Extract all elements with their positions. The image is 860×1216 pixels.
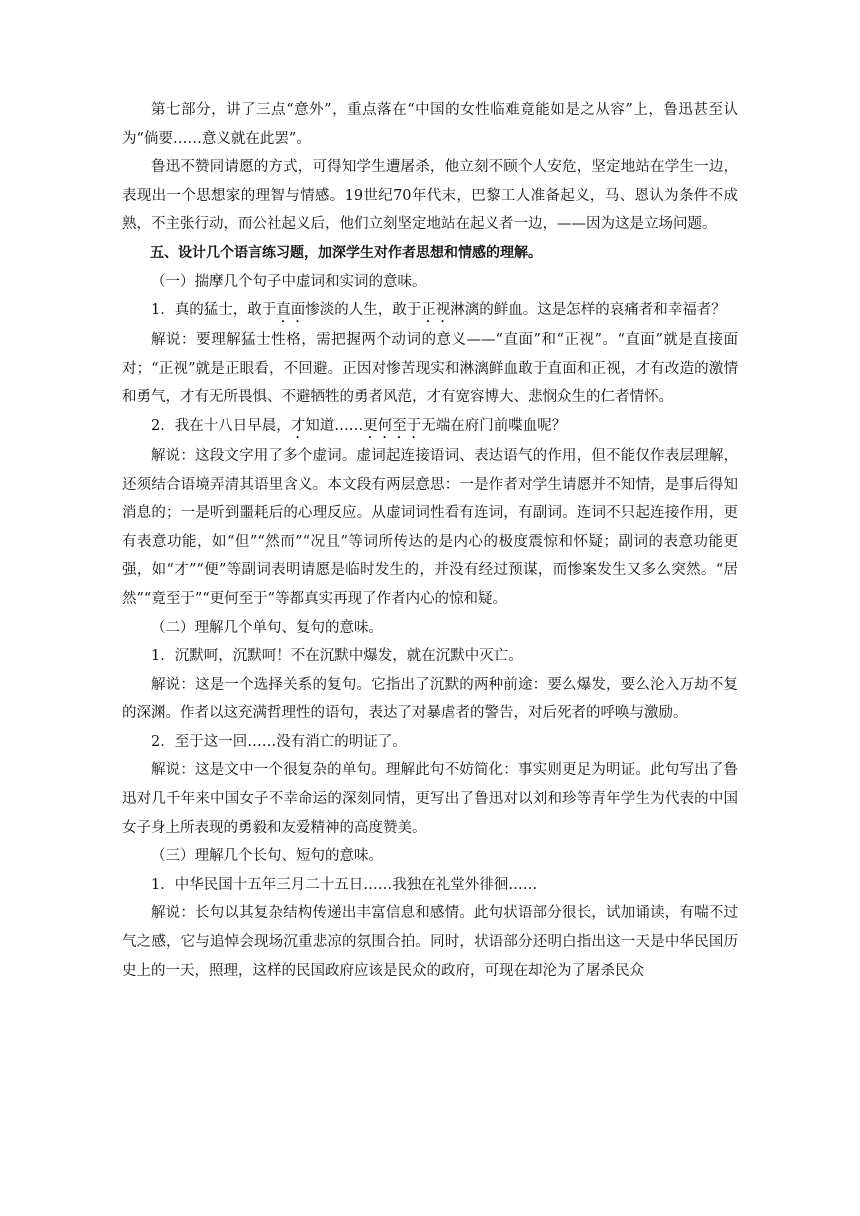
paragraph: 鲁迅不赞同请愿的方式，可得知学生遭屠杀，他立刻不顾个人安危，坚定地站在学生一边，表现出一个思想家的理智与情感。19世纪70年代末，巴黎工人准备起义，马、恩认为条件不成熟，不主张行动，而公社起义后，他们立刻坚定地站在起义者一边，——因为这是立场问题。 [122,159,738,233]
question-text: 1．真的猛士，敢于 [151,302,277,319]
emphasized-word: 正视 [421,302,451,319]
explanation: 解说：要理解猛士性格，需把握两个动词的意义——“直面”和“正视”。“直面”就是直接面对；“正视”就是正眼看，不回避。正因对惨苦现实和淋漓鲜血敢于直面和正视，才有改造的激情和勇气，才有无所畏惧、不避牺牲的勇者风范，才有宽容博大、悲悯众生的仁者情怀。 [122,332,738,406]
paragraph: 第七部分，讲了三点“意外”，重点落在“中国的女性临难竟能如是之从容”上，鲁迅甚至认为“倘要……意义就在此罢”。 [122,102,738,147]
emphasized-word: 才 [290,417,306,434]
section-heading: 五、设计几个语言练习题，加深学生对作者思想和情感的理解。 [150,244,542,261]
emphasized-word: 直面 [276,302,306,319]
question-text: 知道…… [305,417,364,434]
subsection-heading: （一）揣摩几个句子中虚词和实词的意味。 [151,273,427,290]
question-2 [122,412,738,442]
question-1 [122,296,738,326]
question-text: 1．中华民国十五年三月二十五日……我独在礼堂外徘徊…… [151,876,538,893]
explanation: 解说：这是文中一个很复杂的单句。理解此句不妨简化：事实则更足为明证。此句写出了鲁迅对几千年来中国女子不幸命运的深刻同情，更写出了鲁迅对以刘和珍等青年学生为代表的中国女子身上所表现的勇毅和友爱精神的高度赞美。 [122,762,738,836]
explanation: 解说：这是一个选择关系的复句。它指出了沉默的两种前途：要么爆发，要么沦入万劫不复的深渊。作者以这充满哲理性的语句，表达了对暴虐者的警告，对后死者的呼唤与激励。 [122,676,738,722]
question-text: 1．沉默呵，沉默呵！不在沉默中爆发，就在沉默中灭亡。 [151,648,523,665]
question-text: 淋漓的鲜血。这是怎样的哀痛者和幸福者？ [450,302,726,319]
question-text: 惨淡的人生，敢于 [305,302,422,319]
emphasized-word: 更何至于 [363,417,422,434]
explanation: 解说：这段文字用了多个虚词。虚词起连接语词、表达语气的作用，但不能仅作表层理解，还须结合语境弄清其语里含义。本文段有两层意思：一是作者对学生请愿并不知情，是事后得知消息的；一是听到噩耗后的心理反应。从虚词词性看有连词，有副词。连词不只起连接作用，更有表意功能，如“但”“然而”“况且”等词所传达的是内心的极度震惊和怀疑；副词的表意功能更强，如“才”“便”等副词表明请愿是临时发生的，并没有经过预谋，而惨案发生又多么突然。“居然”“竟至于”“更何至于”等都真实再现了作者内心的惊和疑。 [122,447,738,607]
explanation: 解说：长句以其复杂结构传递出丰富信息和感情。此句状语部分很长，试加诵读，有喘不过气之感，它与追悼会现场沉重悲凉的氛围合拍。同时，状语部分还明白指出这一天是中华民国历史上的一天，照理，这样的民国政府应该是民众的政府，可现在却沦为了屠杀民众 [122,905,738,979]
subsection-heading: （二）理解几个单句、复句的意味。 [151,619,383,636]
document-page [122,96,738,985]
question-text: 2．至于这一回……没有消亡的明证了。 [151,733,407,750]
question-text: 2．我在十八日早晨， [151,417,291,434]
question-text: 无端在府门前喋血呢？ [421,417,567,434]
subsection-heading: （三）理解几个长句、短句的意味。 [151,848,383,865]
